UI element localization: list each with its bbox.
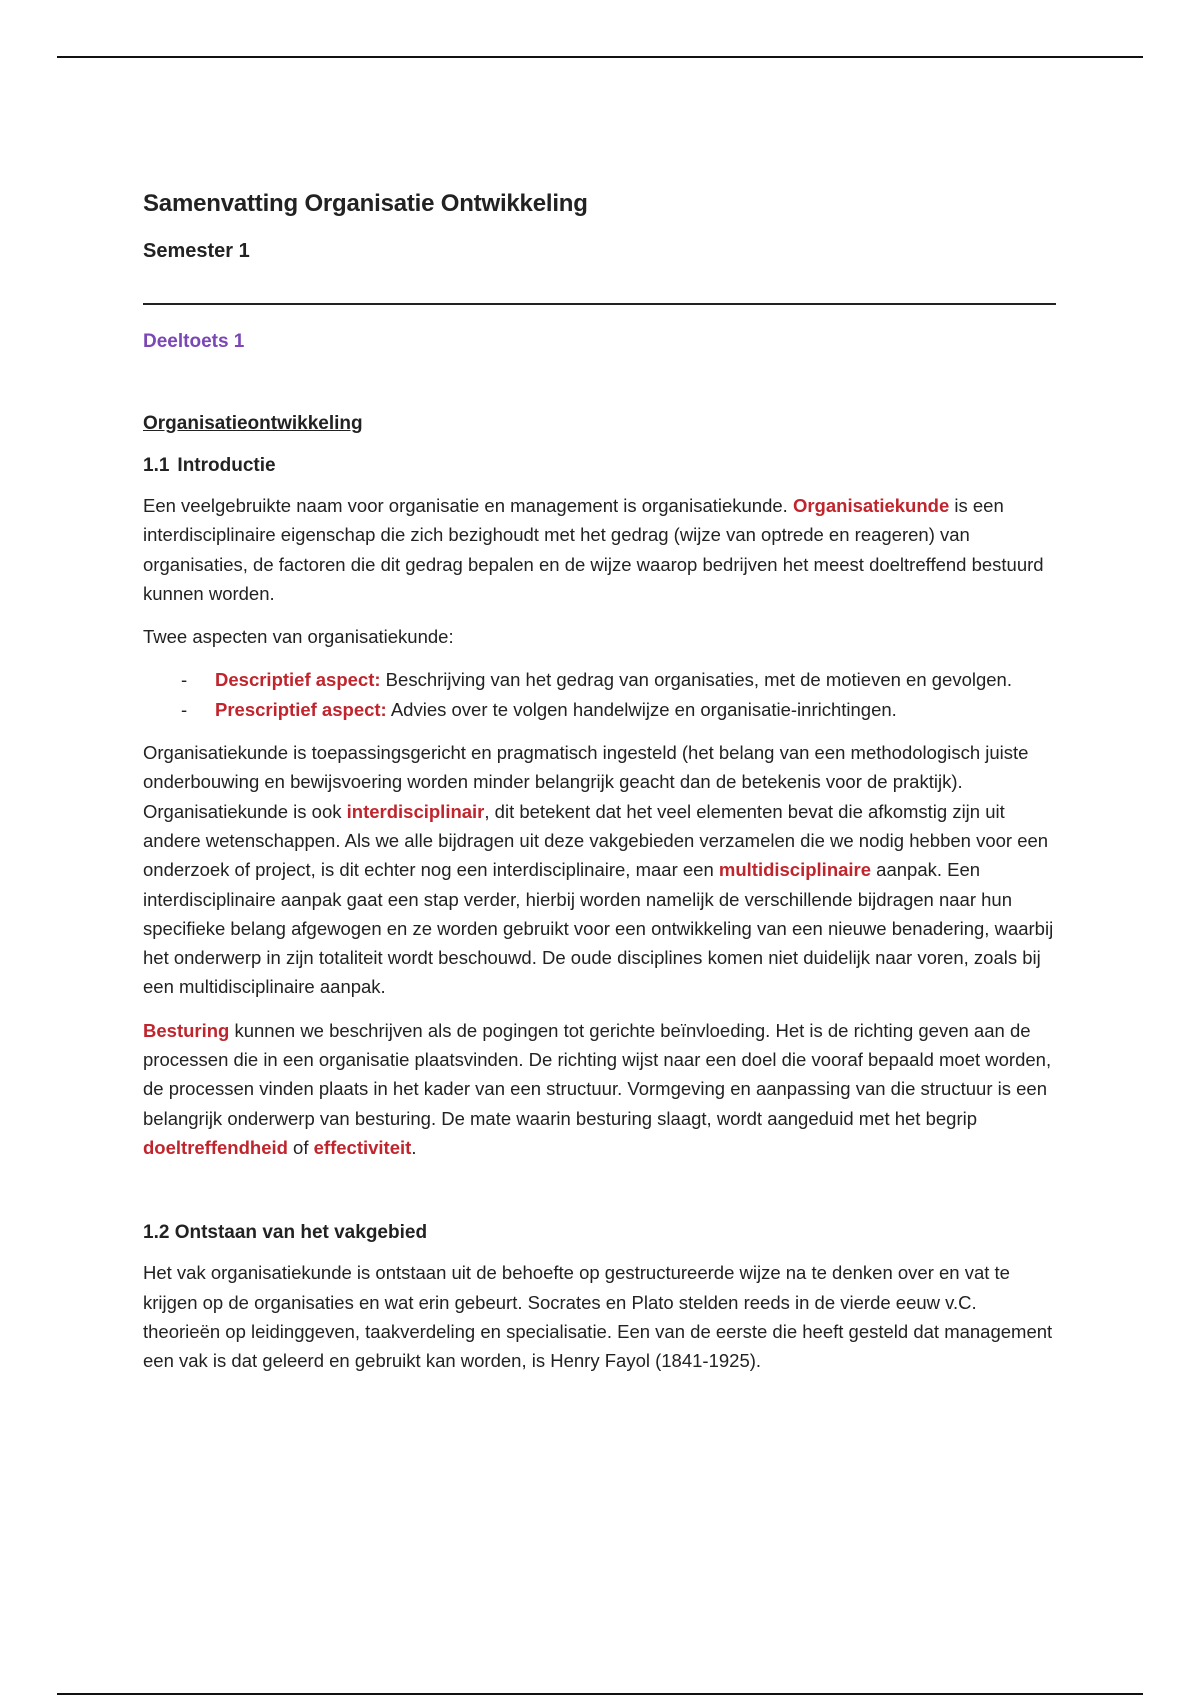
document-body [143,190,1058,1375]
text-run: , dit betekent dat het veel elementen bevat die afkomstig zijn uit andere wetenschappen. Als we alle bijdragen uit deze vakgebieden verzamelen die we nodig hebben voor een onderzoek of project, is dit echter nog een interdisciplinaire, maar een [143,800,1049,881]
paragraph-3 [143,738,1058,1002]
subheading-ontstaan: 1.2 Ontstaan van het vakgebied [143,1222,428,1244]
text-run: kunnen we beschrijven als de pogingen tot gerichte beïnvloeding. Het is de richting geven aan de processen die in een organisatie plaatsvinden. De richting wijst naar een doel die vooraf bepaald moet worden, de processen vinden plaats in het kader van een structuur. Vormgeving en aanpassing van die structuur is een belangrijk onderwerp van besturing. De mate waarin besturing slaagt, wordt aangeduid met het begrip [143,1019,1052,1129]
page-top-border [57,56,1143,58]
text-run: . [411,1136,417,1158]
separator-line [143,303,1056,305]
dash-bullet: - [181,669,188,691]
highlight-term: effectiviteit [313,1136,412,1158]
highlight-term: Besturing [143,1019,230,1041]
highlight-term: multidisciplinaire [718,859,872,881]
text-run: Advies over te volgen handelwijze en organisatie-inrichtingen. [386,698,897,720]
highlight-term: interdisciplinair [346,800,485,822]
subheading-introductie [143,455,1058,477]
subheading-number: 1.1 [143,455,170,476]
text-run: Beschrijving van het gedrag van organisaties, met de motieven en gevolgen. [380,669,1012,691]
text-run: of [287,1136,314,1158]
page-bottom-border [57,1693,1143,1695]
document-title: Samenvatting Organisatie Ontwikkeling [143,190,588,217]
paragraph-4 [143,1016,1058,1162]
text-run: Organisatiekunde is toepassingsgericht en pragmatisch ingesteld (het belang van een methodologisch juiste onderbouwing en bewijsvoering worden minder belangrijk geacht dan de betekenis voor de praktijk). Organisatiekunde is ook [143,742,1029,822]
highlight-term: Organisatiekunde [792,495,950,516]
deeltoets-heading: Deeltoets 1 [143,331,245,352]
semester-label: Semester 1 [143,240,250,262]
paragraph-1 [143,491,1058,608]
spacer [143,1162,1058,1202]
text-run: is een interdisciplinaire eigenschap die zich bezighoudt met het gedrag (wijze van optrede en reageren) van organisaties, de factoren die dit gedrag bepalen en de wijze waarop bedrijven het meest doeltreffend bestuurd kunnen worden. [143,495,1044,604]
paragraph-5: Het vak organisatiekunde is ontstaan uit de behoefte op gestructureerde wijze na te denken over en vat te krijgen op de organisaties en wat erin gebeurt. Socrates en Plato stelden reeds in de vierde eeuw v.C. theorieën op leidinggeven, taakverdeling en specialisatie. Een van de eerste die heeft gesteld dat management een vak is dat geleerd en gebruikt kan worden, is Henry Fayol (1841-1925). [143,1262,1053,1372]
text-run: Een veelgebruikte naam voor organisatie en management is organisatiekunde. [143,495,793,516]
highlight-term: : [374,669,381,691]
section-heading: Organisatieontwikkeling [143,413,363,434]
highlight-term: doeltreffendheid [143,1136,288,1158]
dash-bullet: - [181,698,188,720]
highlight-term: Descriptief aspect [215,669,375,691]
highlight-term: Prescriptief aspect: [215,698,387,720]
list-item [143,665,1058,694]
text-run: aanpak. Een interdisciplinaire aanpak gaat een stap verder, hierbij worden namelijk de verschillende bijdragen naar hun specifieke belang afgewogen en ze worden gebruikt voor een ontwikkeling van een nieuwe benadering, waarbij het onderwerp in zijn totaliteit wordt beschouwd. De oude disciplines komen niet duidelijk naar voren, zoals bij een multidisciplinaire aanpak. [143,859,1054,998]
paragraph-2: Twee aspecten van organisatiekunde: [143,626,454,648]
aspects-list [143,665,1058,724]
subheading-title: Introductie [177,455,276,476]
list-item [143,695,1058,724]
